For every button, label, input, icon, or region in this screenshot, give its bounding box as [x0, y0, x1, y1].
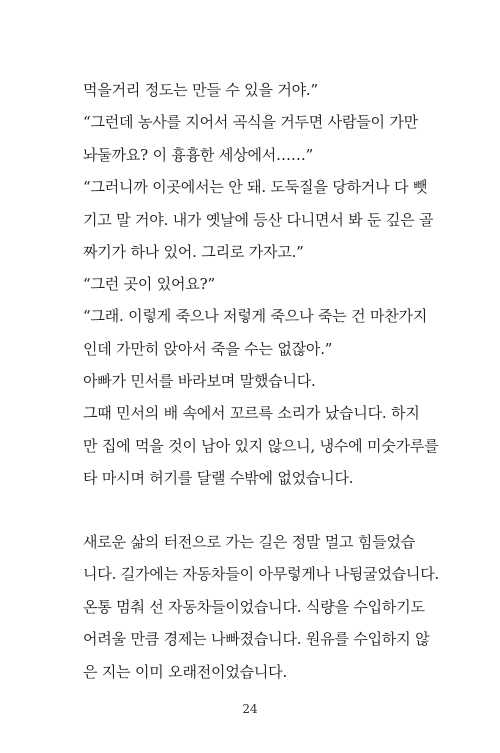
text-line: 짜기가 하나 있어. 그리로 가자고.” — [83, 243, 304, 261]
page-number: 24 — [242, 702, 258, 716]
text-line: 니다. 길가에는 자동차들이 아무렇게나 나뒹굴었습니다. — [83, 565, 440, 583]
text-line: 놔둘까요? 이 흉흉한 세상에서……” — [83, 146, 314, 164]
text-line: 기고 말 거야. 내가 옛날에 등산 다니면서 봐 둔 깊은 골 — [83, 211, 434, 229]
text-line: 인데 가만히 앉아서 죽을 수는 없잖아.” — [83, 340, 333, 358]
text-line: “그런 곳이 있어요?” — [83, 275, 215, 293]
text-line: 온통 멈춰 선 자동차들이었습니다. 식량을 수입하기도 — [83, 598, 425, 616]
text-line: 은 지는 이미 오래전이었습니다. — [83, 663, 288, 681]
text-line: 타 마시며 허기를 달랠 수밖에 없었습니다. — [83, 469, 354, 487]
text-line: 그때 민서의 배 속에서 꼬르륵 소리가 났습니다. 하지 — [83, 404, 420, 422]
text-line: “그런데 농사를 지어서 곡식을 거두면 사람들이 가만 — [83, 113, 418, 131]
text-line: 어려울 만큼 경제는 나빠졌습니다. 원유를 수입하지 않 — [83, 630, 430, 648]
text-line: “그래. 이렇게 죽으나 저렇게 죽으나 죽는 건 마찬가지 — [83, 307, 428, 325]
text-line: 아빠가 민서를 바라보며 말했습니다. — [83, 372, 316, 390]
text-line: “그러니까 이곳에서는 안 돼. 도둑질을 당하거나 다 뺏 — [83, 178, 428, 196]
text-line: 만 집에 먹을 것이 남아 있지 않으니, 냉수에 미숫가루를 — [83, 437, 439, 455]
text-line: 새로운 삶의 터전으로 가는 길은 정말 멀고 힘들었습 — [83, 533, 416, 551]
text-line: 먹을거리 정도는 만들 수 있을 거야.” — [83, 81, 318, 99]
